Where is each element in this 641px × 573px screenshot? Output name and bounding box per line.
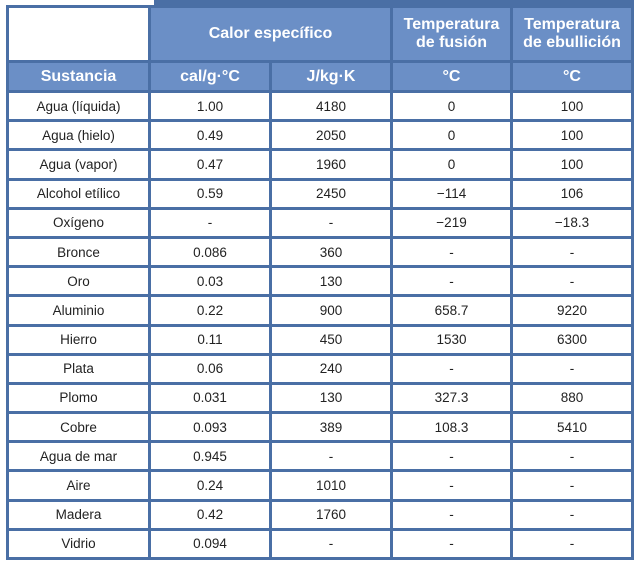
cell-ebullicion: 880 xyxy=(513,385,631,411)
cell-cal: 0.22 xyxy=(151,297,269,323)
cell-joule: 360 xyxy=(272,239,390,265)
cell-cal: 0.03 xyxy=(151,268,269,294)
table-row xyxy=(9,297,631,323)
cell-ebullicion: - xyxy=(513,472,631,498)
cell-joule: 1010 xyxy=(272,472,390,498)
cell-cal: 0.11 xyxy=(151,327,269,353)
cell-cal: 0.24 xyxy=(151,472,269,498)
cell-sustancia: Hierro xyxy=(9,327,148,353)
cell-fusion: - xyxy=(393,531,510,557)
cell-sustancia: Oro xyxy=(9,268,148,294)
cell-ebullicion: 6300 xyxy=(513,327,631,353)
unit-header-row xyxy=(9,63,631,90)
header-sustancia: Sustancia xyxy=(9,63,148,90)
cell-joule: 240 xyxy=(272,356,390,382)
cell-joule: 2450 xyxy=(272,181,390,207)
cell-sustancia: Madera xyxy=(9,502,148,528)
table-row xyxy=(9,151,631,177)
cell-ebullicion: - xyxy=(513,239,631,265)
cell-sustancia: Agua (líquida) xyxy=(9,93,148,119)
table-row xyxy=(9,385,631,411)
cell-joule: 1760 xyxy=(272,502,390,528)
cell-joule: - xyxy=(272,531,390,557)
header-calor-especifico: Calor específico xyxy=(151,8,390,60)
cell-fusion: - xyxy=(393,472,510,498)
cell-sustancia: Agua de mar xyxy=(9,443,148,469)
cell-ebullicion: 106 xyxy=(513,181,631,207)
cell-ebullicion: 100 xyxy=(513,151,631,177)
cell-fusion: 1530 xyxy=(393,327,510,353)
cell-ebullicion: - xyxy=(513,356,631,382)
cell-sustancia: Bronce xyxy=(9,239,148,265)
cell-cal: 0.47 xyxy=(151,151,269,177)
cell-cal: 0.06 xyxy=(151,356,269,382)
cell-cal: 0.086 xyxy=(151,239,269,265)
cell-cal: 0.49 xyxy=(151,122,269,148)
table-row xyxy=(9,502,631,528)
cell-cal: 1.00 xyxy=(151,93,269,119)
cell-fusion: - xyxy=(393,443,510,469)
cell-sustancia: Cobre xyxy=(9,414,148,440)
cell-cal: - xyxy=(151,210,269,236)
cell-sustancia: Vidrio xyxy=(9,531,148,557)
cell-joule: 130 xyxy=(272,268,390,294)
table-row xyxy=(9,356,631,382)
table-row xyxy=(9,443,631,469)
table-row xyxy=(9,93,631,119)
cell-ebullicion: 100 xyxy=(513,93,631,119)
header-temperatura-fusion: Temperatura de fusión xyxy=(393,8,510,60)
cell-sustancia: Plomo xyxy=(9,385,148,411)
header-ebullicion-unit: °C xyxy=(513,63,631,90)
cell-ebullicion: 100 xyxy=(513,122,631,148)
cell-cal: 0.094 xyxy=(151,531,269,557)
header-fusion-unit: °C xyxy=(393,63,510,90)
properties-table xyxy=(6,5,634,560)
table-row xyxy=(9,472,631,498)
table-row xyxy=(9,181,631,207)
cell-fusion: - xyxy=(393,239,510,265)
cell-ebullicion: - xyxy=(513,268,631,294)
cell-joule: 130 xyxy=(272,385,390,411)
cell-joule: - xyxy=(272,210,390,236)
cell-fusion: - xyxy=(393,356,510,382)
cell-joule: 1960 xyxy=(272,151,390,177)
table-row xyxy=(9,327,631,353)
cell-sustancia: Agua (hielo) xyxy=(9,122,148,148)
cell-ebullicion: - xyxy=(513,531,631,557)
table-row xyxy=(9,268,631,294)
cell-ebullicion: - xyxy=(513,502,631,528)
table-row xyxy=(9,531,631,557)
cell-cal: 0.59 xyxy=(151,181,269,207)
cell-sustancia: Plata xyxy=(9,356,148,382)
cell-fusion: 108.3 xyxy=(393,414,510,440)
cell-fusion: 658.7 xyxy=(393,297,510,323)
group-header-row xyxy=(9,8,631,60)
cell-sustancia: Aluminio xyxy=(9,297,148,323)
cell-sustancia: Agua (vapor) xyxy=(9,151,148,177)
header-blank-cell xyxy=(9,8,148,60)
cell-cal: 0.42 xyxy=(151,502,269,528)
cell-ebullicion: 5410 xyxy=(513,414,631,440)
cell-fusion: −114 xyxy=(393,181,510,207)
cell-ebullicion: - xyxy=(513,443,631,469)
cell-cal: 0.945 xyxy=(151,443,269,469)
table-row xyxy=(9,239,631,265)
table-row xyxy=(9,122,631,148)
cell-ebullicion: −18.3 xyxy=(513,210,631,236)
table-row xyxy=(9,210,631,236)
cell-joule: - xyxy=(272,443,390,469)
cell-fusion: −219 xyxy=(393,210,510,236)
cell-fusion: 0 xyxy=(393,151,510,177)
cell-fusion: - xyxy=(393,268,510,294)
cell-joule: 900 xyxy=(272,297,390,323)
header-joule-unit: J/kg·K xyxy=(272,63,390,90)
header-temperatura-ebullicion: Temperatura de ebullición xyxy=(513,8,631,60)
cell-ebullicion: 9220 xyxy=(513,297,631,323)
cell-fusion: 327.3 xyxy=(393,385,510,411)
cell-fusion: 0 xyxy=(393,93,510,119)
cell-fusion: - xyxy=(393,502,510,528)
table-body xyxy=(9,93,631,557)
table-row xyxy=(9,414,631,440)
cell-sustancia: Alcohol etílico xyxy=(9,181,148,207)
data-table-container xyxy=(6,0,634,568)
cell-cal: 0.093 xyxy=(151,414,269,440)
cell-fusion: 0 xyxy=(393,122,510,148)
cell-joule: 2050 xyxy=(272,122,390,148)
cell-joule: 450 xyxy=(272,327,390,353)
cell-sustancia: Oxígeno xyxy=(9,210,148,236)
header-cal-unit: cal/g·°C xyxy=(151,63,269,90)
cell-cal: 0.031 xyxy=(151,385,269,411)
cell-joule: 389 xyxy=(272,414,390,440)
cell-sustancia: Aire xyxy=(9,472,148,498)
cell-joule: 4180 xyxy=(272,93,390,119)
